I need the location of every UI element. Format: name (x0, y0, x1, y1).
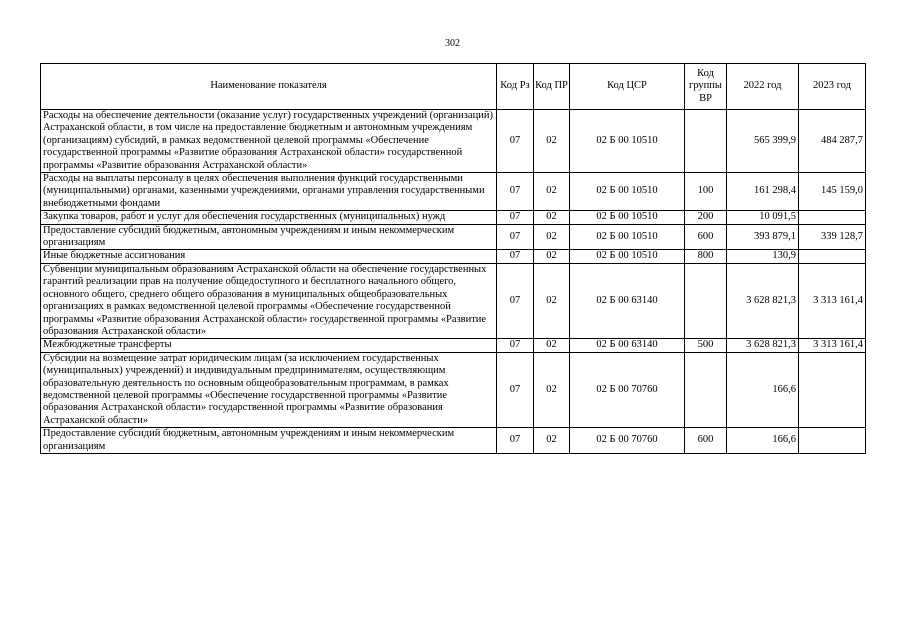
table-header-row (41, 64, 866, 110)
row-pr: 02 (534, 263, 570, 338)
page-number: 302 (445, 38, 460, 49)
row-vr (685, 263, 727, 338)
table-row (41, 211, 866, 224)
row-name: Иные бюджетные ассигнования (41, 250, 497, 263)
row-2023 (799, 250, 866, 263)
table-row (41, 173, 866, 211)
row-2022: 166,6 (727, 352, 799, 427)
row-vr: 800 (685, 250, 727, 263)
row-2022: 130,9 (727, 250, 799, 263)
row-2023: 3 313 161,4 (799, 263, 866, 338)
row-pr: 02 (534, 173, 570, 211)
row-2022: 565 399,9 (727, 110, 799, 173)
row-2022: 166,6 (727, 428, 799, 454)
row-csr: 02 Б 00 63140 (570, 339, 685, 352)
row-rz: 07 (497, 110, 534, 173)
row-2022: 393 879,1 (727, 224, 799, 250)
row-vr: 200 (685, 211, 727, 224)
row-rz: 07 (497, 339, 534, 352)
row-name: Межбюджетные трансферты (41, 339, 497, 352)
row-pr: 02 (534, 428, 570, 454)
row-rz: 07 (497, 428, 534, 454)
table-row (41, 428, 866, 454)
row-vr: 600 (685, 428, 727, 454)
row-pr: 02 (534, 110, 570, 173)
row-2023 (799, 352, 866, 427)
row-2023: 145 159,0 (799, 173, 866, 211)
row-pr: 02 (534, 224, 570, 250)
row-csr: 02 Б 00 10510 (570, 211, 685, 224)
row-pr: 02 (534, 339, 570, 352)
row-name: Закупка товаров, работ и услуг для обеспечения государственных (муниципальных) нужд (41, 211, 497, 224)
table-row (41, 224, 866, 250)
row-vr: 600 (685, 224, 727, 250)
row-2023: 484 287,7 (799, 110, 866, 173)
row-vr (685, 352, 727, 427)
row-csr: 02 Б 00 63140 (570, 263, 685, 338)
row-2022: 3 628 821,3 (727, 263, 799, 338)
row-csr: 02 Б 00 10510 (570, 224, 685, 250)
table-row (41, 250, 866, 263)
row-rz: 07 (497, 173, 534, 211)
header-name: Наименование показателя (41, 64, 497, 110)
budget-table (40, 63, 866, 454)
row-2023: 339 128,7 (799, 224, 866, 250)
row-name: Субвенции муниципальным образованиям Астраханской области на обеспечение государственных гарантий реализации прав на получение общедоступного и бесплатного начального общего, основного общего, среднего общего образования в муниципальных общеобразовательных организациях в рамках ведомственной целевой программы «Обеспечение государственной программы «Развитие образования Астраханской области» государственной программы «Развитие образования Астраханской области» (41, 263, 497, 338)
row-rz: 07 (497, 263, 534, 338)
header-2023: 2023 год (799, 64, 866, 110)
row-csr: 02 Б 00 10510 (570, 173, 685, 211)
header-pr: Код ПР (534, 64, 570, 110)
row-rz: 07 (497, 211, 534, 224)
row-rz: 07 (497, 352, 534, 427)
header-vr: Код группы ВР (685, 64, 727, 110)
header-rz: Код Рз (497, 64, 534, 110)
row-name: Расходы на выплаты персоналу в целях обеспечения выполнения функций государственными (муниципальными) органами, казенными учреждениями, органами управления государственными внебюджетными фондами (41, 173, 497, 211)
table-row (41, 263, 866, 338)
row-name: Предоставление субсидий бюджетным, автономным учреждениям и иным некоммерческим организациям (41, 428, 497, 454)
table-row (41, 110, 866, 173)
row-csr: 02 Б 00 70760 (570, 352, 685, 427)
row-2023 (799, 211, 866, 224)
row-rz: 07 (497, 224, 534, 250)
row-name: Субсидии на возмещение затрат юридическим лицам (за исключением государственных (муниципальных) учреждений) и индивидуальным предпринимателям, осуществляющим образовательную деятельность по основным общеобразовательным программам, в рамках ведомственной целевой программы «Обеспечение государственной программы «Развитие образования Астраханской области» государственной программы «Развитие образования Астраханской области» (41, 352, 497, 427)
table-row (41, 339, 866, 352)
row-2022: 10 091,5 (727, 211, 799, 224)
row-vr (685, 110, 727, 173)
row-csr: 02 Б 00 70760 (570, 428, 685, 454)
header-csr: Код ЦСР (570, 64, 685, 110)
row-rz: 07 (497, 250, 534, 263)
row-pr: 02 (534, 250, 570, 263)
row-csr: 02 Б 00 10510 (570, 110, 685, 173)
row-2022: 3 628 821,3 (727, 339, 799, 352)
table-body (41, 110, 866, 454)
row-vr: 500 (685, 339, 727, 352)
row-2023 (799, 428, 866, 454)
row-2022: 161 298,4 (727, 173, 799, 211)
row-csr: 02 Б 00 10510 (570, 250, 685, 263)
row-2023: 3 313 161,4 (799, 339, 866, 352)
row-pr: 02 (534, 211, 570, 224)
table-row (41, 352, 866, 427)
row-vr: 100 (685, 173, 727, 211)
row-pr: 02 (534, 352, 570, 427)
header-2022: 2022 год (727, 64, 799, 110)
row-name: Расходы на обеспечение деятельности (оказание услуг) государственных учреждений (организаций) Астраханской области, в том числе на предоставление бюджетным и автономным учреждениям (организациям) субсидий, в рамках ведомственной целевой программы «Обеспечение государственной программы «Развитие образования Астраханской области» государственной программы «Развитие образования Астраханской области» (41, 110, 497, 173)
row-name: Предоставление субсидий бюджетным, автономным учреждениям и иным некоммерческим организациям (41, 224, 497, 250)
